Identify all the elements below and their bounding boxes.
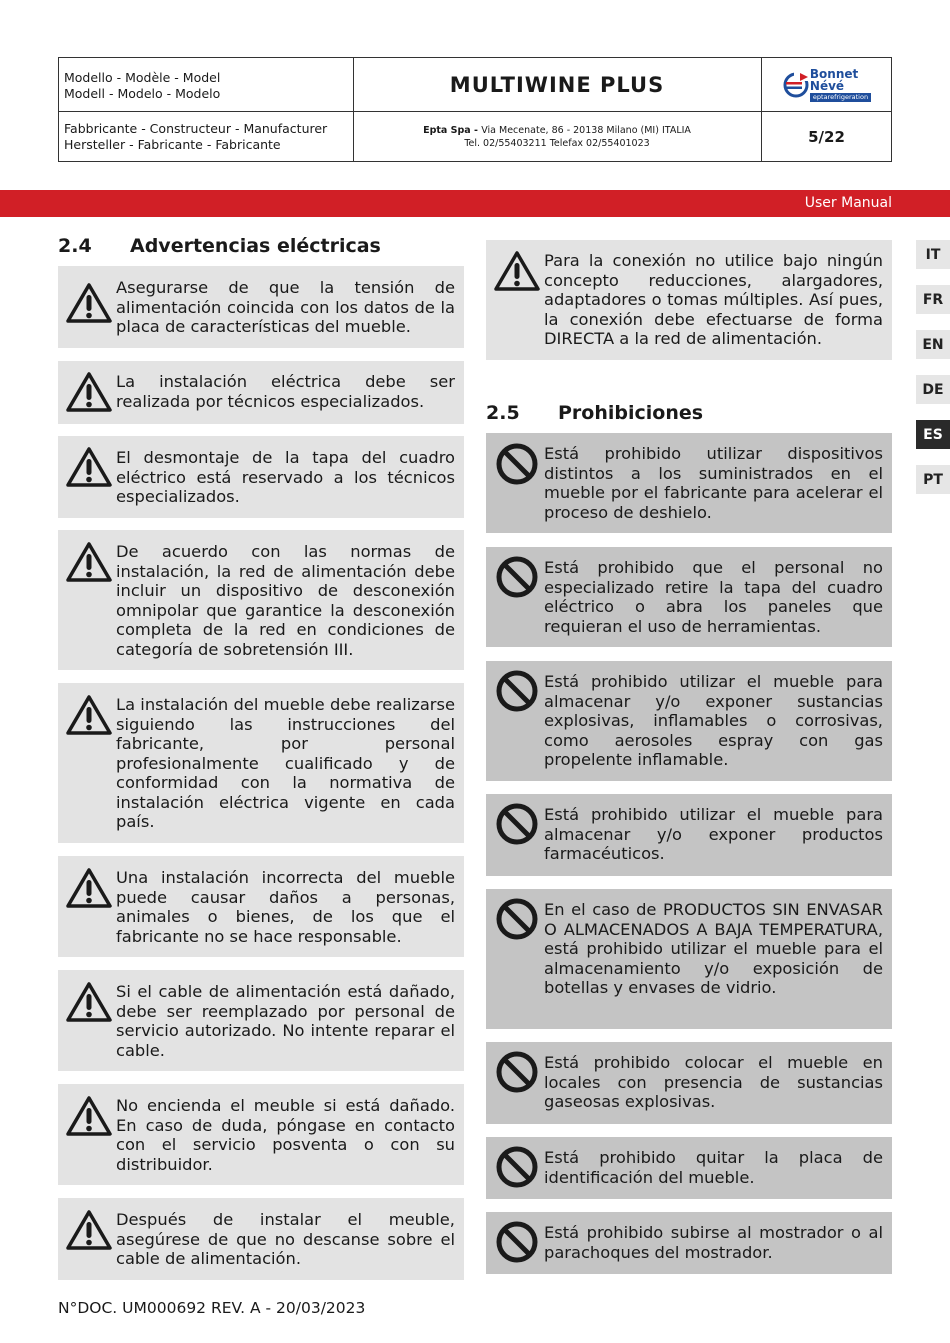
prohibition-icon bbox=[494, 1221, 540, 1263]
warning-item bbox=[58, 1198, 464, 1280]
prohibition-icon bbox=[494, 556, 540, 598]
prohibition-icon bbox=[494, 803, 540, 845]
prohibition-icon bbox=[494, 670, 540, 712]
company-name: Epta Spa - bbox=[423, 124, 482, 136]
warning-text: No encienda el meuble si está dañado. En caso de duda, póngase en contacto con el servicio posventa o con su distribuidor. bbox=[116, 1096, 455, 1174]
prohibition-item bbox=[486, 433, 892, 533]
model-label bbox=[59, 58, 353, 101]
prohibition-item bbox=[486, 889, 892, 1029]
logo-text-bonnet: Bonnet bbox=[809, 66, 859, 81]
prohibition-text: Está prohibido utilizar dispositivos distintos a los suministrados en el mueble por el fabricante para acelerar el proceso de deshielo. bbox=[544, 444, 883, 522]
section-number: 2.5 bbox=[486, 402, 520, 424]
brand-logo bbox=[761, 58, 892, 111]
prohibition-icon bbox=[494, 443, 540, 485]
warning-text: Asegurarse de que la tensión de alimentación coincida con los datos de la placa de características del mueble. bbox=[116, 278, 455, 336]
language-tab-pt[interactable]: PT bbox=[916, 465, 950, 494]
warning-icon bbox=[494, 250, 540, 292]
warning-icon bbox=[66, 694, 112, 736]
logo-text-epta: eptarefrigeration bbox=[810, 93, 871, 102]
product-name: MULTIWINE PLUS bbox=[449, 72, 665, 97]
euro-logo-icon bbox=[782, 71, 810, 99]
warning-icon bbox=[66, 867, 112, 909]
warning-icon bbox=[66, 541, 112, 583]
prohibition-text: Está prohibido que el personal no especializado retire la tapa del cuadro eléctrico o abra los paneles que requieran el uso de herramientas. bbox=[544, 558, 883, 636]
prohibition-text: Está prohibido utilizar el mueble para almacenar y/o exponer sustancias explosivas, inflamables o corrosivas, como aerosoles espray con gas propelente inflamable. bbox=[544, 672, 883, 769]
warning-item bbox=[58, 436, 464, 518]
section-number: 2.4 bbox=[58, 235, 92, 257]
language-tab-en[interactable]: EN bbox=[916, 330, 950, 359]
prohibition-item bbox=[486, 1212, 892, 1274]
warning-text: Una instalación incorrecta del mueble puede causar daños a personas, animales o bienes, de los que el fabricante no se hace responsable. bbox=[116, 868, 455, 946]
model-label-line-2: Modell - Modelo - Modelo bbox=[64, 85, 221, 101]
warning-text: Para la conexión no utilice bajo ningún concepto reducciones, alargadores, adaptadores o tomas múltiples. Así pues, la conexión debe efectuarse de forma DIRECTA a la red de alimentación. bbox=[544, 251, 883, 348]
user-manual-banner bbox=[0, 190, 950, 217]
warning-icon bbox=[66, 1095, 112, 1137]
prohibition-item bbox=[486, 1137, 892, 1199]
warning-item bbox=[58, 856, 464, 957]
prohibition-icon bbox=[494, 898, 540, 940]
prohibition-text: Está prohibido colocar el mueble en locales con presencia de sustancias gaseosas explosivas. bbox=[544, 1053, 883, 1111]
warning-text: De acuerdo con las normas de instalación, la red de alimentación debe incluir un dispositivo de desconexión omnipolar que garantice la desconexión completa de la red en condiciones de categoría de sobretensión III. bbox=[116, 542, 455, 659]
prohibition-text: En el caso de PRODUCTOS SIN ENVASAR O ALMACENADOS A BAJA TEMPERATURA, está prohibido utilizar el mueble para el almacenamiento y/o exposición de botellas y envases de vidrio. bbox=[544, 900, 883, 997]
section-title: Advertencias eléctricas bbox=[130, 235, 381, 257]
banner-label: User Manual bbox=[804, 195, 892, 211]
manufacturer-label-line-1: Fabbricante - Constructeur - Manufacturer bbox=[64, 121, 328, 136]
prohibition-text: Está prohibido subirse al mostrador o al parachoques del mostrador. bbox=[544, 1223, 883, 1262]
prohibition-text: Está prohibido utilizar el mueble para almacenar y/o exponer productos farmacéuticos. bbox=[544, 805, 883, 863]
company-phone: Tel. 02/55403211 Telefax 02/55401023 bbox=[464, 137, 650, 149]
warning-text: Después de instalar el meuble, asegúrese de que no descanse sobre el cable de alimentación. bbox=[116, 1210, 455, 1268]
manufacturer-label bbox=[59, 111, 353, 152]
warning-item bbox=[58, 530, 464, 670]
language-tab-it[interactable]: IT bbox=[916, 240, 950, 269]
prohibition-item bbox=[486, 794, 892, 876]
document-header-table bbox=[58, 57, 892, 162]
warning-item bbox=[58, 1084, 464, 1185]
prohibition-icon bbox=[494, 1146, 540, 1188]
model-label-line-1: Modello - Modèle - Model bbox=[64, 70, 221, 85]
warning-icon bbox=[66, 981, 112, 1023]
warning-icon bbox=[66, 1209, 112, 1251]
manufacturer-label-line-2: Hersteller - Fabricante - Fabricante bbox=[64, 136, 281, 152]
manufacturer-address bbox=[353, 111, 761, 162]
prohibition-item bbox=[486, 661, 892, 781]
warning-item bbox=[486, 240, 892, 360]
warning-icon bbox=[66, 446, 112, 488]
warning-text: La instalación eléctrica debe ser realizada por técnicos especializados. bbox=[116, 372, 455, 411]
prohibition-item bbox=[486, 1042, 892, 1124]
section-title: Prohibiciones bbox=[558, 402, 704, 424]
warning-item bbox=[58, 361, 464, 424]
warning-icon bbox=[66, 371, 112, 413]
company-address: Via Mecenate, 86 - 20138 Milano (MI) ITALIA bbox=[481, 124, 691, 136]
warning-item bbox=[58, 266, 464, 348]
warning-text: El desmontaje de la tapa del cuadro eléctrico está reservado a los técnicos especializados. bbox=[116, 448, 455, 506]
warning-icon bbox=[66, 282, 112, 324]
document-footer: N°DOC. UM000692 REV. A - 20/03/2023 bbox=[58, 1299, 366, 1317]
language-tab-de[interactable]: DE bbox=[916, 375, 950, 404]
warning-text: La instalación del mueble debe realizarse siguiendo las instrucciones del fabricante, por personal profesionalmente cualificado y de conformidad con la normativa de instalación eléctrica vigente en cada país. bbox=[116, 695, 455, 831]
warning-item bbox=[58, 683, 464, 843]
warning-item bbox=[58, 970, 464, 1071]
language-tab-es[interactable]: ES bbox=[916, 420, 950, 449]
warning-text: Si el cable de alimentación está dañado, debe ser reemplazado por personal de servicio autorizado. No intente reparar el cable. bbox=[116, 982, 455, 1060]
prohibition-text: Está prohibido quitar la placa de identificación del mueble. bbox=[544, 1148, 883, 1187]
logo-text-neve: Névé bbox=[809, 78, 845, 93]
page-number: 5/22 bbox=[808, 127, 845, 146]
prohibition-item bbox=[486, 547, 892, 647]
language-tab-fr[interactable]: FR bbox=[916, 285, 950, 314]
prohibition-icon bbox=[494, 1051, 540, 1093]
